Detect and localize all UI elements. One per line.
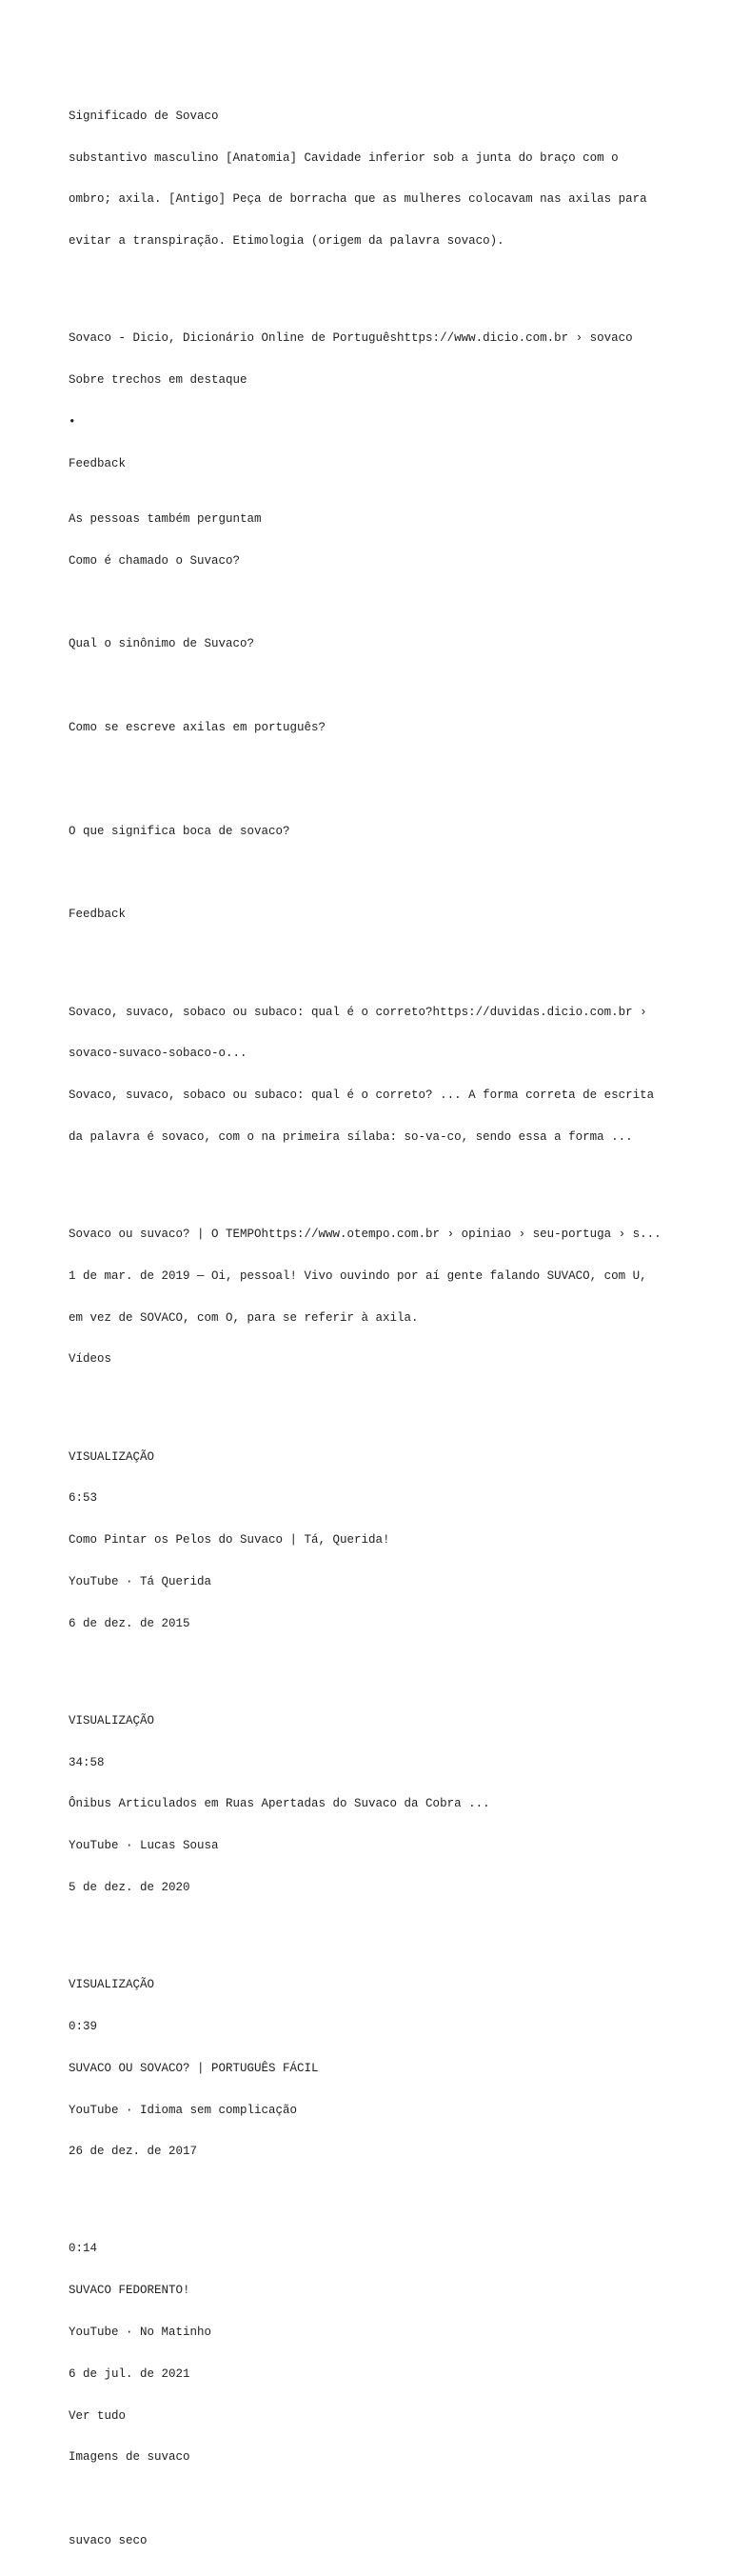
video-date: 6 de jul. de 2021: [69, 2366, 190, 2381]
video-title-link[interactable]: Ônibus Articulados em Ruas Apertadas do Suvaco da Cobra ...: [69, 1797, 490, 1811]
spacer: [69, 1659, 678, 1673]
spacer: [69, 276, 678, 290]
bullet-icon: •: [69, 414, 76, 429]
video-title-link[interactable]: SUVACO FEDORENTO!: [69, 2284, 190, 2298]
feedback-link[interactable]: Feedback: [69, 456, 127, 470]
result-snippet-line: 1 de mar. de 2019 — Oi, pessoal! Vivo ouvindo por aí gente falando SUVACO, com U,: [69, 1268, 647, 1283]
definition-text-line: ombro; axila. [Antigo] Peça de borracha que as mulheres colocavam nas axilas para: [69, 192, 647, 207]
video-duration: 34:58: [69, 1755, 105, 1769]
video-duration: 0:39: [69, 2019, 98, 2033]
feedback-link[interactable]: Feedback: [69, 908, 127, 922]
result-title-link[interactable]: Sovaco ou suvaco? | O TEMPOhttps://www.otempo.com.br › opiniao › seu-portuga › s...: [69, 1228, 662, 1242]
featured-source-link[interactable]: Sovaco - Dicio, Dicionário Online de Portuguêshttps://www.dicio.com.br › sovaco: [69, 331, 633, 346]
video-date: 26 de dez. de 2017: [69, 2145, 198, 2159]
video-source: YouTube · Tá Querida: [69, 1574, 212, 1588]
result-url[interactable]: sovaco-suvaco-sobaco-o...: [69, 1047, 247, 1061]
spacer: [69, 596, 678, 610]
spacer: [69, 1394, 678, 1408]
video-source: YouTube · No Matinho: [69, 2326, 212, 2339]
video-duration: 6:53: [69, 1491, 98, 1506]
people-also-ask-heading: As pessoas também perguntam: [69, 512, 262, 526]
spacer: [69, 679, 678, 693]
videos-heading: Vídeos: [69, 1352, 112, 1367]
question-item[interactable]: Como se escreve axilas em português?: [69, 720, 326, 734]
video-title-link[interactable]: SUVACO OU SOVACO? | PORTUGUÊS FÁCIL: [69, 2061, 319, 2075]
about-featured-snippets-link[interactable]: Sobre trechos em destaque: [69, 373, 247, 388]
result-title-link[interactable]: Sovaco, suvaco, sobaco ou subaco: qual é o correto?https://duvidas.dicio.com.br ›: [69, 1005, 647, 1019]
spacer: [69, 949, 678, 964]
see-all-videos-link[interactable]: Ver tudo: [69, 2408, 127, 2423]
spacer: [69, 2187, 678, 2201]
spacer: [69, 1172, 678, 1187]
question-item[interactable]: O que significa boca de sovaco?: [69, 824, 290, 838]
search-results-page: [69, 68, 678, 2576]
spacer: [69, 2492, 678, 2506]
video-source: YouTube · Idioma sem complicação: [69, 2103, 298, 2117]
video-source: YouTube · Lucas Sousa: [69, 1839, 219, 1853]
video-date: 5 de dez. de 2020: [69, 1881, 190, 1894]
video-date: 6 de dez. de 2015: [69, 1616, 190, 1630]
video-badge: VISUALIZAÇÃO: [69, 1449, 155, 1464]
result-snippet-line: da palavra é sovaco, com o na primeira sílaba: so-va-co, sendo essa a forma ...: [69, 1129, 633, 1144]
definition-text-line: substantivo masculino [Anatomia] Cavidade inferior sob a junta do braço com o: [69, 150, 619, 165]
spacer: [69, 867, 678, 881]
video-duration: 0:14: [69, 2242, 98, 2256]
video-badge: VISUALIZAÇÃO: [69, 1978, 155, 1992]
definition-title: Significado de Sovaco: [69, 109, 219, 123]
definition-text-line: evitar a transpiração. Etimologia (origem da palavra sovaco).: [69, 234, 504, 249]
question-item[interactable]: Como é chamado o Suvaco?: [69, 553, 241, 568]
image-chip[interactable]: suvaco seco: [69, 2533, 148, 2547]
spacer: [69, 763, 678, 797]
result-snippet-line: em vez de SOVACO, com O, para se referir à axila.: [69, 1310, 419, 1325]
question-item[interactable]: Qual o sinônimo de Suvaco?: [69, 637, 255, 651]
video-title-link[interactable]: Como Pintar os Pelos do Suvaco | Tá, Querida!: [69, 1533, 390, 1548]
images-heading: Imagens de suvaco: [69, 2450, 190, 2465]
video-badge: VISUALIZAÇÃO: [69, 1713, 155, 1727]
spacer: [69, 1923, 678, 1937]
result-snippet-line: Sovaco, suvaco, sobaco ou subaco: qual é o correto? ... A forma correta de escrita: [69, 1088, 655, 1103]
